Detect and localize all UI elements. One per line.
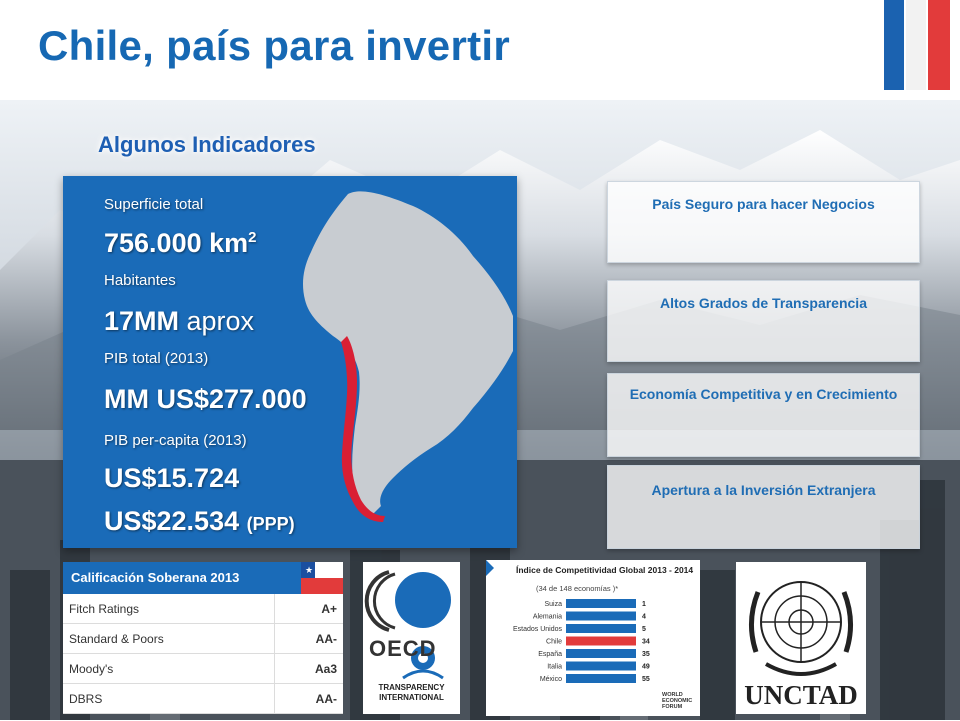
pib-value: MM US$277.000 [104,384,307,414]
chart-subtitle: (34 de 148 economías )* [536,584,619,593]
rating-table-header: Calificación Soberana 2013 ★ [63,562,343,594]
unctad-text: UNCTAD [744,680,858,710]
chart-value-label: 4 [642,613,646,621]
ti-logo-text: TRANSPARENCY INTERNATIONAL [378,683,445,702]
competitiveness-chart [486,560,700,716]
highlight-item: Altos Grados de Transparencia [607,280,920,362]
chart-bar [566,599,636,608]
chart-value-label: 55 [642,676,650,683]
oecd-logo-text: OECD [369,636,437,661]
chile-flag-stripes [884,0,950,90]
page-title: Chile, país para invertir [38,22,511,69]
chart-category-label: México [539,676,562,683]
chart-bar [566,637,636,646]
chart-bar [566,662,636,671]
chart-category-label: España [538,651,562,658]
highlight-item: País Seguro para hacer Negocios [607,181,920,263]
rating-table [63,594,343,714]
chart-value-label: 1 [642,601,646,608]
chart-bar [566,624,636,633]
table-row: Standard & Poors AA- [63,624,343,654]
pibpc-value-1: US$15.724 [104,463,240,493]
chile-flag-icon: ★ [301,562,343,594]
chart-category-label: Alemania [532,613,562,621]
table-row: DBRS AA- [63,684,343,714]
chart-value-label: 34 [642,638,650,646]
chart-category-label: Italia [547,663,562,671]
table-row: Moody's Aa3 [63,654,343,684]
superficie-value: 756.000 $km^2$ [104,228,257,258]
chart-bar [566,612,636,621]
highlight-item: Economía Competitiva y en Crecimiento [607,373,920,457]
oecd-ti-logos [363,562,460,714]
habitantes-label: Habitantes [104,272,176,289]
indicators-panel [63,176,517,548]
chart-category-label: Chile [546,638,562,646]
chart-category-label: Estados Unidos [512,626,562,633]
chart-value-label: 5 [642,626,646,633]
section-title: Algunos Indicadores [98,132,316,157]
unctad-logo [736,562,866,714]
chart-category-label: Suiza [544,601,562,608]
pib-label: PIB total (2013) [104,350,209,367]
superficie-label: Superficie total [104,196,204,213]
chart-value-label: 49 [642,663,650,671]
wef-logo-text: WORLD ECONOMIC FORUM [662,692,693,710]
chart-title: Índice de Competitividad Global 2013 - 2014 [516,565,694,575]
chart-bar [566,649,636,658]
chart-value-label: 35 [642,651,650,658]
habitantes-value: 17MM aprox [104,306,255,336]
table-row: Fitch Ratings A+ [63,594,343,624]
highlight-item: Apertura a la Inversión Extranjera [607,465,920,549]
pibpc-label: PIB per-capita (2013) [104,432,247,449]
chart-bar [566,674,636,683]
pibpc-value-2: US$22.534 (PPP) [104,506,295,536]
